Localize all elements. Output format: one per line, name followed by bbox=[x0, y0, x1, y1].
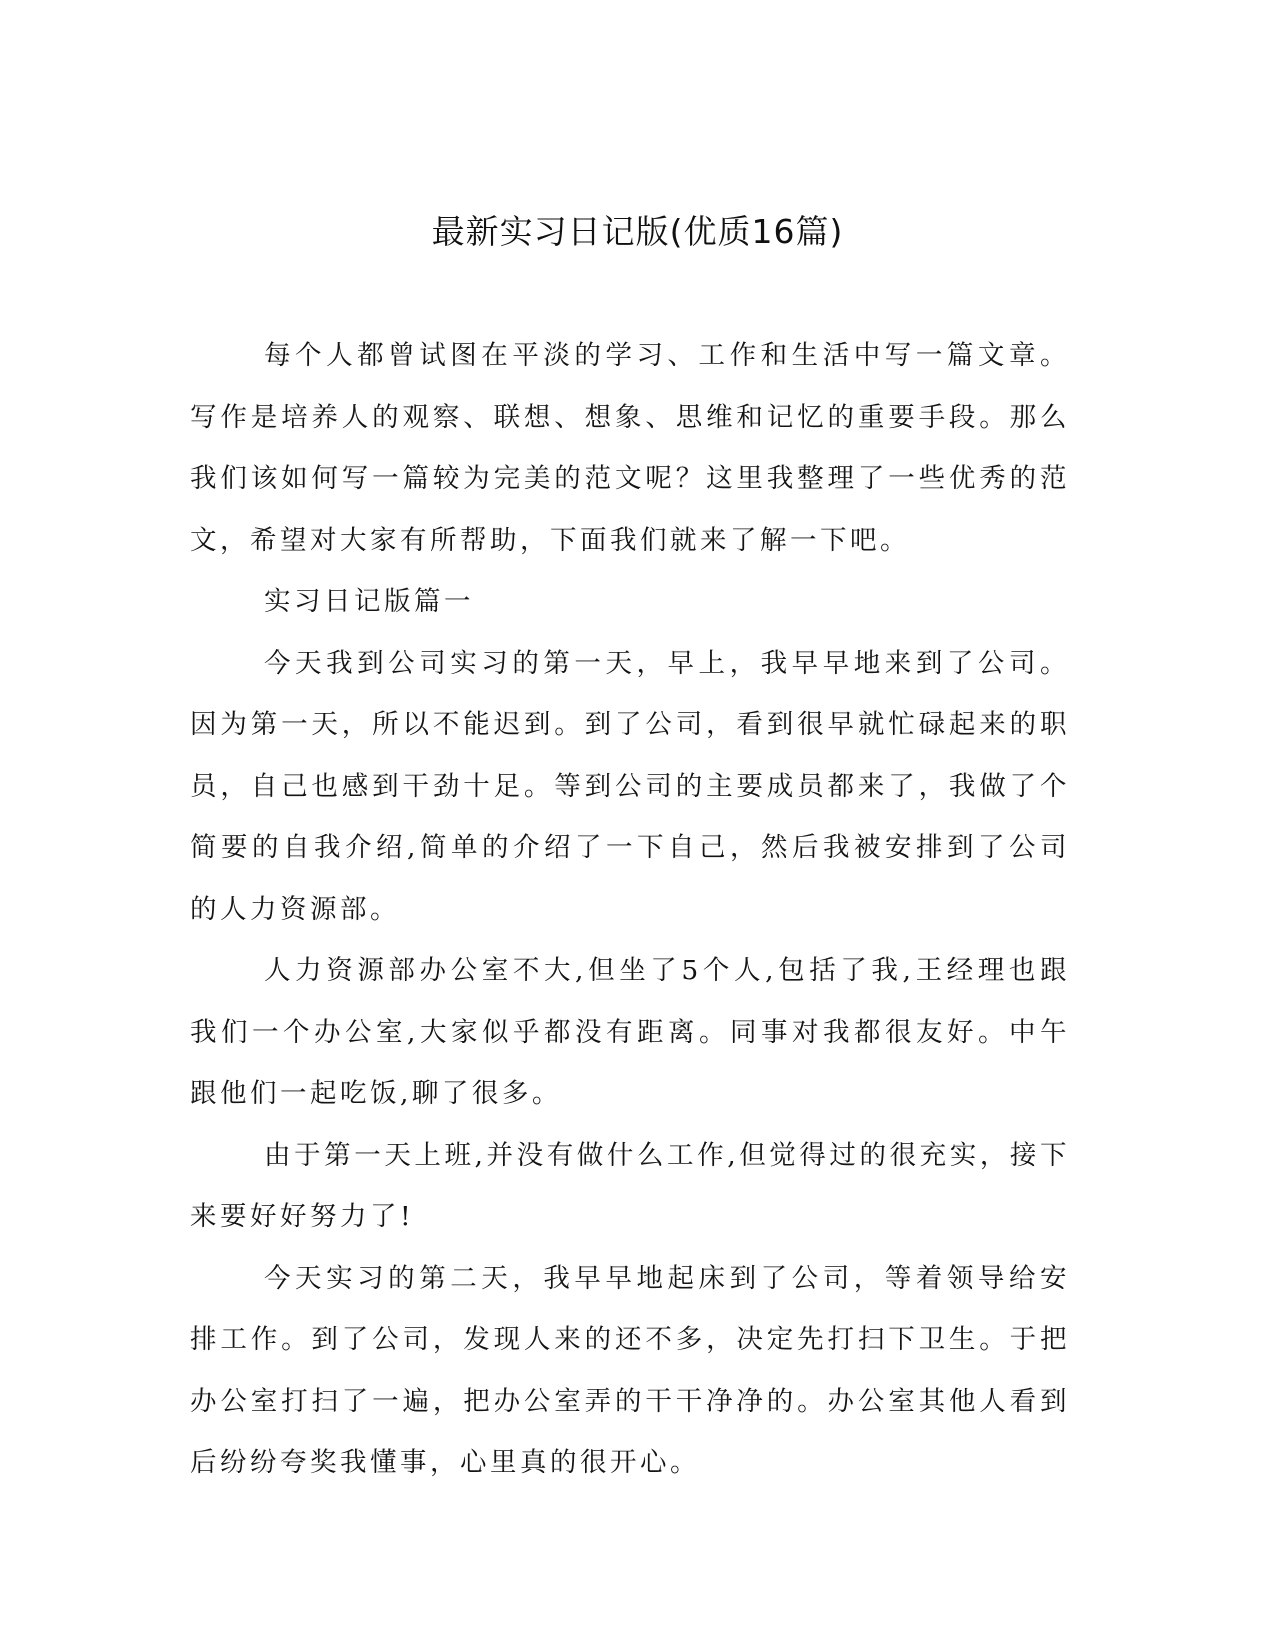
paragraph-intro: 每个人都曾试图在平淡的学习、工作和生活中写一篇文章。写作是培养人的观察、联想、想象、思维和记忆的重要手段。那么我们该如何写一篇较为完美的范文呢？这里我整理了一些优秀的范文，希望对大家有所帮助，下面我们就来了解一下吧。 bbox=[190, 340, 1070, 556]
paragraph: 今天实习的第二天，我早早地起床到了公司，等着领导给安排工作。到了公司，发现人来的还不多，决定先打扫下卫生。于把办公室打扫了一遍，把办公室弄的干干净净的。办公室其他人看到后纷纷夸奖我懂事，心里真的很开心。 bbox=[190, 1262, 1070, 1478]
paragraph: 由于第一天上班,并没有做什么工作,但觉得过的很充实，接下来要好好努力了! bbox=[190, 1139, 1070, 1232]
paragraph: 今天我到公司实习的第一天，早上，我早早地来到了公司。因为第一天，所以不能迟到。到了公司，看到很早就忙碌起来的职员，自己也感到干劲十足。等到公司的主要成员都来了，我做了个简要的自我介绍,简单的介绍了一下自己，然后我被安排到了公司的人力资源部。 bbox=[190, 647, 1070, 925]
document-body bbox=[190, 325, 1070, 1494]
paragraph: 人力资源部办公室不大,但坐了5个人,包括了我,王经理也跟我们一个办公室,大家似乎都没有距离。同事对我都很友好。中午跟他们一起吃饭,聊了很多。 bbox=[190, 955, 1070, 1109]
document-title: 最新实习日记版(优质16篇) bbox=[431, 212, 844, 251]
section-heading: 实习日记版篇一 bbox=[264, 586, 474, 617]
